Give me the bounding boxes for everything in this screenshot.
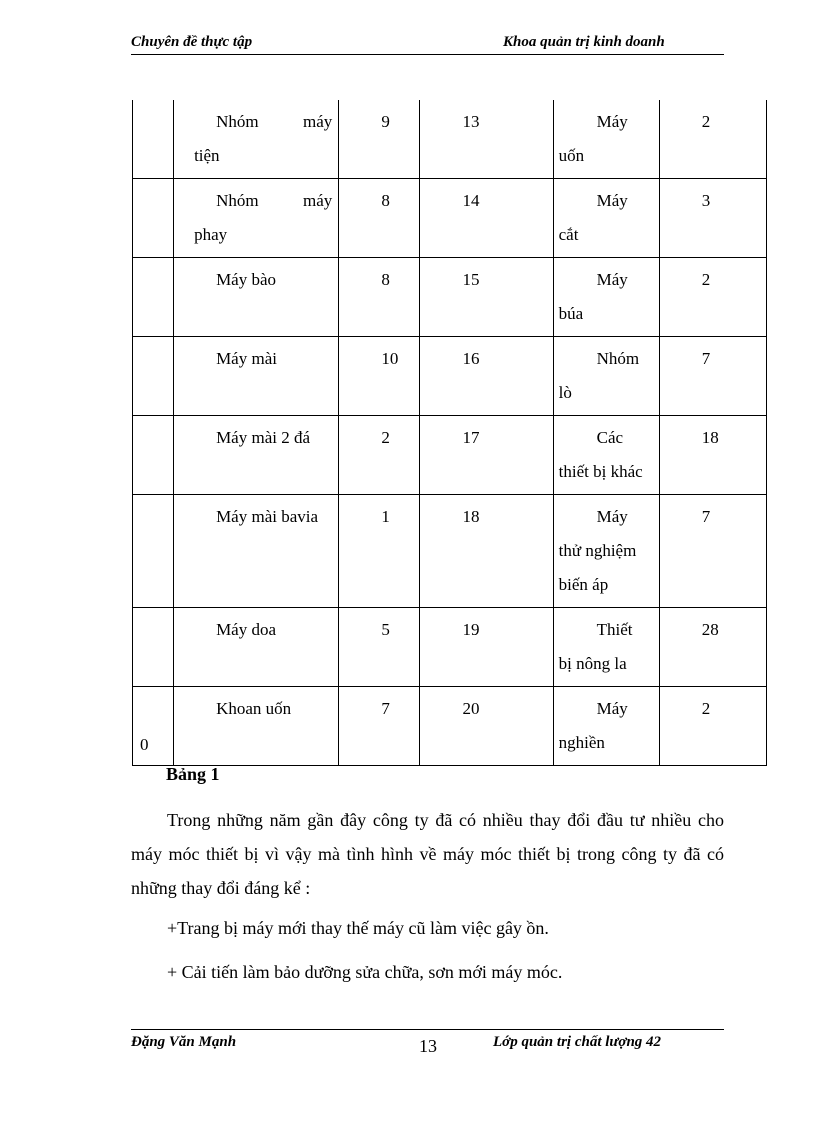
table-cell-number: 18 (420, 495, 553, 608)
table-row (133, 608, 767, 687)
table-cell-name: Máy mài (174, 337, 339, 416)
table-cell-index: 0 (133, 687, 174, 766)
table-cell-item: Máy uốn (553, 100, 659, 179)
table-cell-name: Máy bào (174, 258, 339, 337)
table-cell-qty2: 2 (659, 258, 766, 337)
table-cell-name: Máy mài 2 đá (174, 416, 339, 495)
table-cell-qty2: 18 (659, 416, 766, 495)
table-cell-qty: 2 (339, 416, 420, 495)
page-number: 13 (419, 1036, 437, 1056)
table-cell-index (133, 608, 174, 687)
table-cell-item: Các thiết bị khác (553, 416, 659, 495)
table-cell-qty: 9 (339, 100, 420, 179)
table-cell-qty2: 3 (659, 179, 766, 258)
table-cell-item: Máy thử nghiệm biến áp (553, 495, 659, 608)
table-row (133, 495, 767, 608)
table-row (133, 179, 767, 258)
table-row (133, 258, 767, 337)
table-cell-qty2: 2 (659, 100, 766, 179)
table-row (133, 687, 767, 766)
table-caption: Bảng 1 (166, 764, 220, 784)
header-right-text: Khoa quản trị kinh doanh (503, 34, 665, 50)
table-cell-name: Khoan uốn (174, 687, 339, 766)
table-row (133, 337, 767, 416)
footer-author: Đặng Văn Mạnh (131, 1034, 237, 1050)
table-cell-qty2: 7 (659, 495, 766, 608)
table-cell-qty: 5 (339, 608, 420, 687)
table-cell-item: Nhóm lò (553, 337, 659, 416)
table-cell-qty2: 28 (659, 608, 766, 687)
table-cell-qty: 8 (339, 258, 420, 337)
table-cell-number: 14 (420, 179, 553, 258)
header-left-text: Chuyên đề thực tập (131, 34, 253, 50)
table-cell-name: Nhóm máy tiện (174, 100, 339, 179)
table-cell-item: Máy cắt (553, 179, 659, 258)
table-cell-name: Máy doa (174, 608, 339, 687)
page-header (131, 32, 724, 55)
table-cell-name: Nhóm máy phay (174, 179, 339, 258)
table-row (133, 416, 767, 495)
table-cell-qty: 1 (339, 495, 420, 608)
table-row (133, 100, 767, 179)
table-cell-qty2: 2 (659, 687, 766, 766)
table-cell-index (133, 337, 174, 416)
table-cell-index (133, 258, 174, 337)
table-cell-item: Máy búa (553, 258, 659, 337)
bullet-item: + Cải tiến làm bảo dưỡng sửa chữa, sơn mới máy móc. (167, 962, 563, 982)
table-cell-qty: 8 (339, 179, 420, 258)
table-cell-number: 19 (420, 608, 553, 687)
table-cell-index (133, 179, 174, 258)
table-cell-index (133, 495, 174, 608)
bullet-item: +Trang bị máy mới thay thế máy cũ làm việc gây ồn. (167, 918, 549, 938)
table-cell-item: Thiết bị nông la (553, 608, 659, 687)
table-cell-item: Máy nghiền (553, 687, 659, 766)
table-cell-number: 17 (420, 416, 553, 495)
table-cell-number: 16 (420, 337, 553, 416)
page-footer (131, 1029, 724, 1056)
table-cell-index (133, 100, 174, 179)
body-paragraph: Trong những năm gần đây công ty đã có nhiều thay đổi đầu tư nhiều cho máy móc thiết bị vì vậy mà tình hình về máy móc thiết bị trong công ty đã có những thay đổi đáng kể : (131, 810, 724, 898)
table-cell-number: 13 (420, 100, 553, 179)
table-cell-index (133, 416, 174, 495)
table-cell-qty: 7 (339, 687, 420, 766)
table-cell-number: 20 (420, 687, 553, 766)
equipment-table (132, 100, 767, 766)
table-cell-number: 15 (420, 258, 553, 337)
table-cell-qty: 10 (339, 337, 420, 416)
table-cell-name: Máy mài bavia (174, 495, 339, 608)
footer-class: Lớp quản trị chất lượng 42 (493, 1034, 662, 1050)
table-cell-qty2: 7 (659, 337, 766, 416)
